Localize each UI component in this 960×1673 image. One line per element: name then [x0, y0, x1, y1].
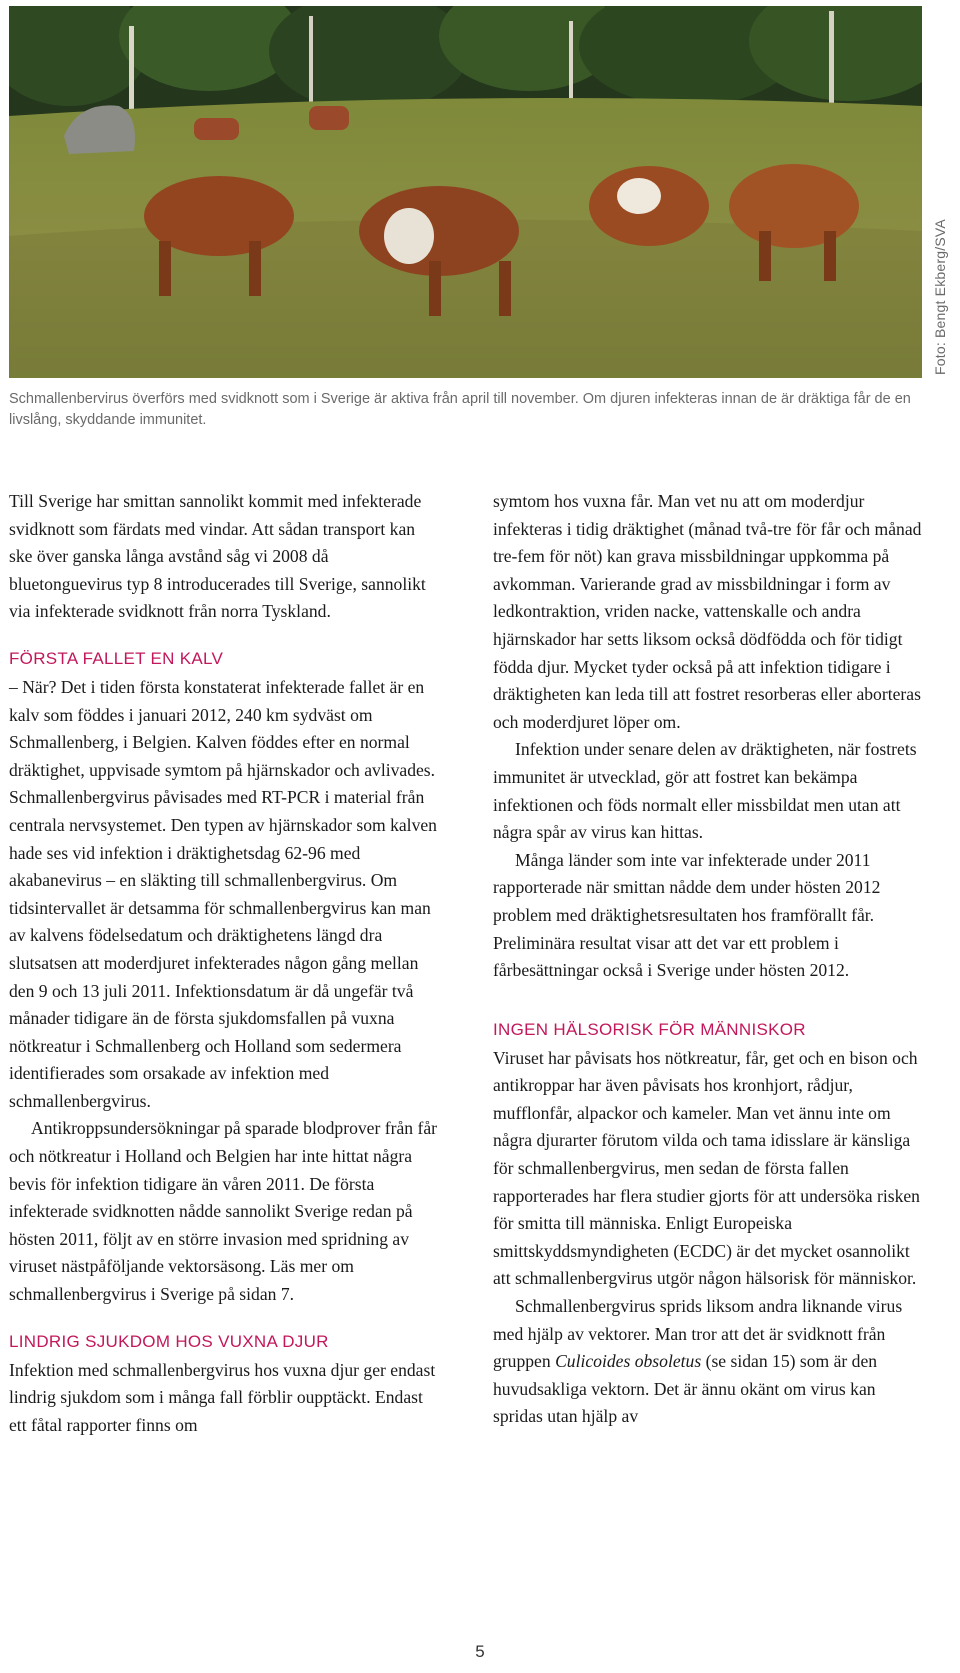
paragraph-halsorisk: Viruset har påvisats hos nötkreatur, får, get och en bison och antikroppar har även påvisats hos kronhjort, rådjur, mufflonfår, alpackor och kameler. Man vet ännu inte om några djurarter förutom vilda och tama idisslare är känsliga för schmallenbergvirus, men sedan de första fallen rapporterades har flera studier gjorts för att undersöka risken för smitta till människa. Enligt Europeiska smittskyddsmyndigheten (ECDC) är det mycket osannolikt att schmallenbergvirus utgör någon hälsorisk för människor.	[493, 1047, 920, 1289]
right-column	[493, 488, 923, 1431]
cows-photo	[9, 6, 922, 378]
left-column	[9, 488, 439, 1439]
vektorer-text-b: (se sidan 15) som är den huvudsakliga vektorn. Det är ännu okänt om virus kan spridas utan hjälp av	[493, 1351, 878, 1427]
page-number: 5	[475, 1642, 485, 1661]
paragraph-antikropp: Antikroppsundersökningar på sparade blodprover från får och nötkreatur i Holland och Belgien har inte hittat några bevis för infektion tidigare än våren 2011. De första infekterade svidknotten nådde sannolikt Sverige redan på hösten 2011, följt av en större invasion med spridning av viruset nästpåföljande vektorsäsong. Läs mer om schmallenbergvirus i Sverige på sidan 7.	[9, 1118, 437, 1305]
heading-ingen-halsorisk: INGEN HÄLSORISK FÖR MÄNNISKOR	[493, 1019, 806, 1039]
paragraph-forsta-fallet: – När? Det i tiden första konstaterat infekterade fallet är en kalv som föddes i januari 2012, 240 km sydväst om Schmallenberg, i Belgien. Kalven föddes efter en normal dräktighet, uppvisade symtom på hjärnskador och avlivades. Schmallenbergvirus påvisades med RT-PCR i material från centrala nervsystemet. Den typen av hjärnskador som kalven hade ses vid infektion i dräktighetsdag 62-96 med akabanevirus – en släkting till schmallenbergvirus. Om tidsintervallet är detsamma för schmallenbergvirus kan man av kalvens födelsedatum och dräktighetens längd dra slutsatsen att moderdjuret infekterades någon gång mellan den 9 och 13 juli 2011. Infektionsdatum är då ungefär två månader tidigare än de första sjukdomsfallen på vuxna nötkreatur i Schmallenberg och Holland som sedermera identifierades som orsakade av infektion med schmallenbergvirus.	[9, 676, 437, 1111]
paragraph-manga-lander: Många länder som inte var infekterade under 2011 rapporterade när smittan nådde dem under hösten 2012 problem med dräktighetsresultaten hos framförallt får. Preliminära resultat visar att det var ett problem i fårbesättningar också i Sverige under hösten 2012.	[493, 849, 881, 981]
species-name: Culicoides obsoletus	[555, 1351, 702, 1372]
heading-lindrig-sjukdom: LINDRIG SJUKDOM HOS VUXNA DJUR	[9, 1331, 329, 1351]
paragraph-lindrig-sjukdom: Infektion med schmallenbergvirus hos vuxna djur ger endast lindrig sjukdom som i många fall förblir oupptäckt. Endast ett fåtal rapporter finns om	[9, 1359, 436, 1435]
paragraph-symtom: symtom hos vuxna får. Man vet nu att om moderdjur infekteras i tidig dräktighet (månad två-tre för får och månad tre-fem för nöt) kan grava missbildningar uppkomma på avkomman. Varierande grad av missbildningar i form av ledkontraktion, vriden nacke, vattenskalle och andra hjärnskador har setts liksom också dödfödda och för tidigt födda djur. Mycket tyder också på att infektion tidigare i dräktigheten kan leda till att fostret resorberas eller aborteras och moderdjuret löper om.	[493, 491, 922, 732]
paragraph-vektorer	[493, 1293, 923, 1431]
paragraph-senare-dräktighet: Infektion under senare delen av dräktigheten, när fostrets immunitet är utvecklad, gör att fostret kan bekämpa infektionen och föds normalt eller missbildat men utan att några spår av virus kan hittas.	[493, 739, 917, 843]
vektorer-text-a: Schmallenbergvirus sprids liksom andra liknande virus med hjälp av vektorer. Man tror att det är svidknott från gruppen	[493, 1296, 903, 1372]
intro-paragraph: Till Sverige har smittan sannolikt kommit med infekterade svidknott som färdats med vindar. Att sådan transport kan ske över ganska långa avstånd såg vi 2008 då bluetonguevirus typ 8 introducerades till Sverige, sannolikt via infekterade svidknott från norra Tyskland.	[9, 491, 426, 622]
heading-forsta-fallet: FÖRSTA FALLET EN KALV	[9, 648, 224, 668]
photo-caption: Schmallenbervirus överförs med svidknott som i Sverige är aktiva från april till november. Om djuren infekteras innan de är dräktiga får de en livslång, skyddande immunitet.	[9, 391, 911, 428]
photo-credit: Foto: Bengt Ekberg/SVA	[932, 219, 948, 375]
pasture-illustration	[9, 6, 922, 378]
